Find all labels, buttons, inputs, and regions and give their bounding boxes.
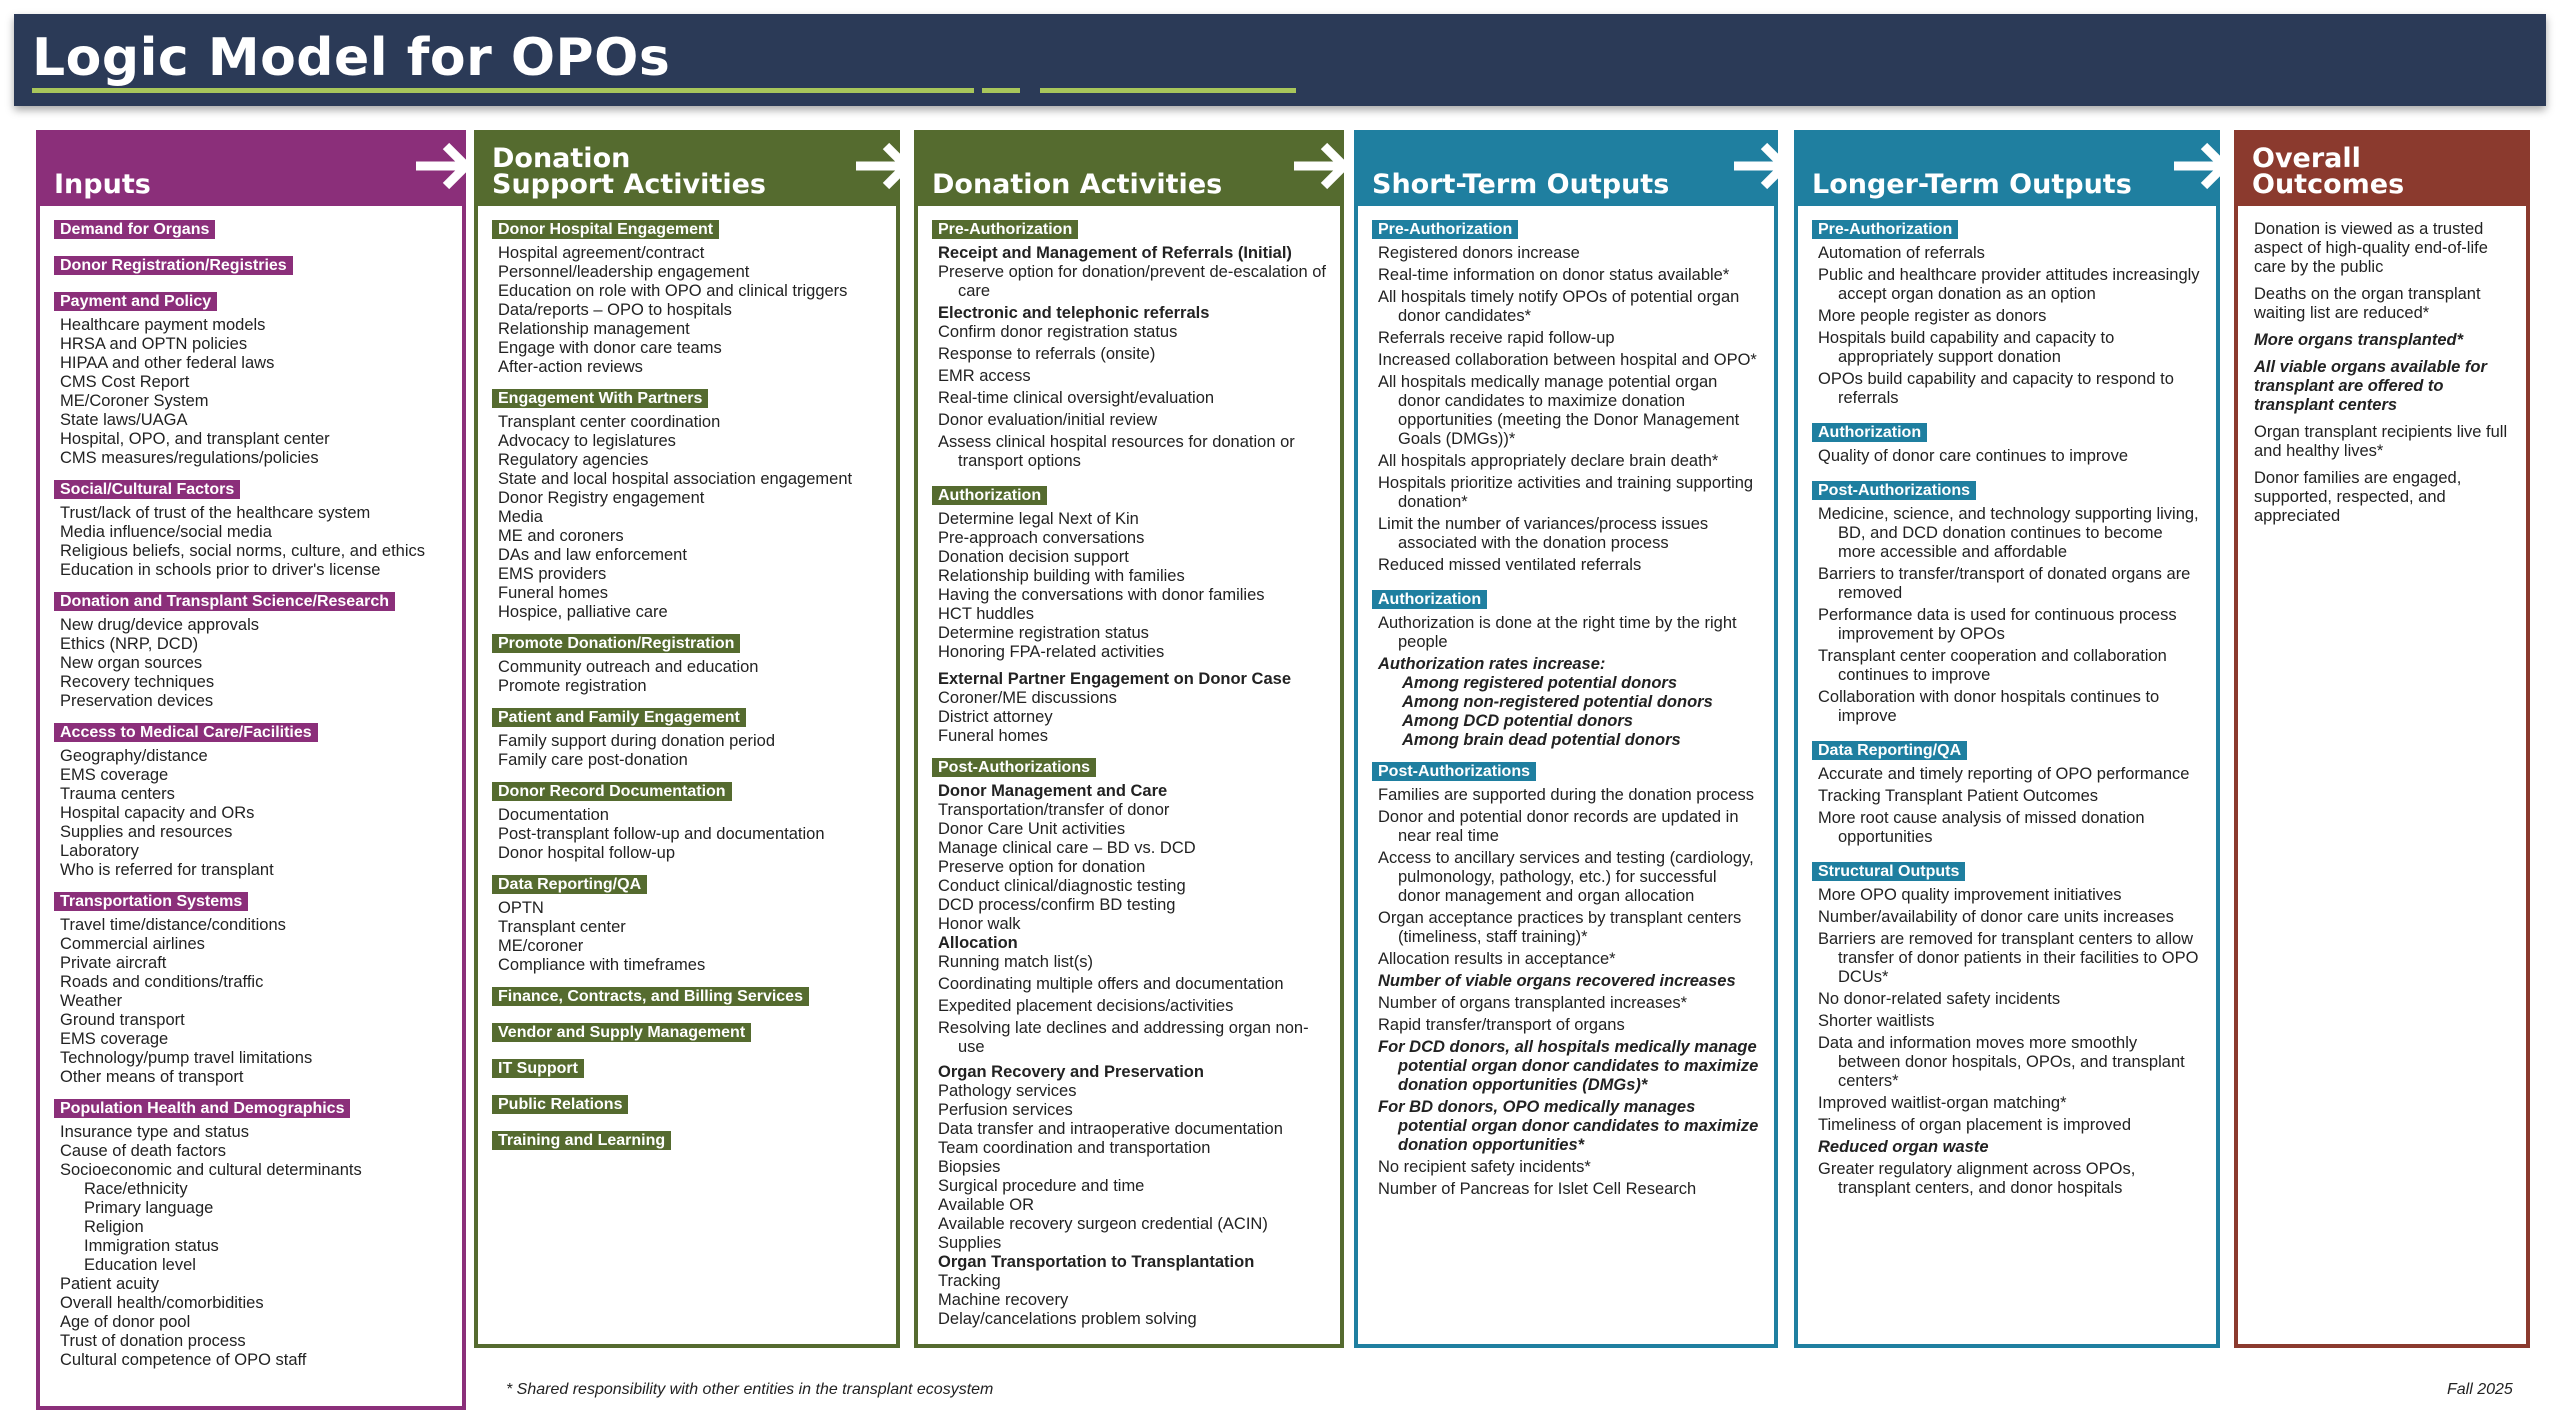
list-item: Family support during donation period (498, 732, 775, 750)
list-item: Donor Registry engagement (498, 489, 705, 507)
list-item: Resolving late declines and addressing organ non-use (938, 1019, 1309, 1056)
category-tag: IT Support (492, 1059, 584, 1078)
list-item: State laws/UAGA (60, 411, 188, 429)
support-section (492, 1011, 882, 1047)
list-item: Community outreach and education (498, 658, 759, 676)
support-heading-line1: Donation (492, 143, 631, 174)
outcome-item: Organ transplant recipients live full and healthy lives* (2254, 423, 2508, 460)
support-section (492, 770, 882, 863)
activities-authorization-tag: Authorization (932, 486, 1047, 505)
list-item: Other means of transport (60, 1068, 244, 1086)
list-item-emphasis: Number of viable organs recovered increases (1378, 972, 1736, 990)
category-tag: Demand for Organs (54, 220, 215, 239)
activities-heading-electronic: Electronic and telephonic referrals (938, 304, 1210, 322)
support-heading-line2: Support Activities (492, 169, 766, 200)
longer-term-data-reporting-tag: Data Reporting/QA (1812, 741, 1967, 760)
support-section (492, 1047, 882, 1083)
support-section (492, 863, 882, 975)
list-item: Geography/distance (60, 747, 208, 765)
short-term-post-authorizations-tag: Post-Authorizations (1372, 762, 1536, 781)
list-item: Relationship building with families (938, 567, 1185, 585)
list-item: Among DCD potential donors (1402, 712, 1633, 730)
list-item: Authorization is done at the right time by the right people (1378, 614, 1737, 651)
list-item: Roads and conditions/traffic (60, 973, 264, 991)
short-term-body (1358, 206, 1774, 1199)
date-label: Fall 2025 (2447, 1381, 2513, 1398)
short-term-outputs-column (1354, 130, 1778, 1348)
category-tag: Population Health and Demographics (54, 1099, 350, 1118)
list-item: Honoring FPA-related activities (938, 643, 1165, 661)
arrow-right-icon (1730, 134, 1794, 198)
list-item: Available recovery surgeon credential (ACIN) (938, 1215, 1268, 1233)
list-item: Number of Pancreas for Islet Cell Research (1378, 1180, 1697, 1198)
list-item: Healthcare payment models (60, 316, 266, 334)
list-item: Pathology services (938, 1082, 1077, 1100)
activities-heading-referrals: Receipt and Management of Referrals (Initial) (938, 244, 1292, 262)
page-title: Logic Model for OPOs (32, 28, 671, 88)
list-item: All hospitals timely notify OPOs of potential organ donor candidates* (1378, 288, 1740, 325)
list-item: DAs and law enforcement (498, 546, 687, 564)
list-item: Number of organs transplanted increases* (1378, 994, 1688, 1012)
inputs-section (54, 220, 448, 244)
list-item: Allocation results in acceptance* (1378, 950, 1616, 968)
list-item: Trauma centers (60, 785, 175, 803)
list-item: Donor hospital follow-up (498, 844, 676, 862)
inputs-section (54, 280, 448, 468)
activities-heading-text: Donation Activities (932, 169, 1223, 200)
list-item: Data and information moves more smoothly between donor hospitals, OPOs, and transplant centers* (1818, 1034, 2185, 1090)
activities-heading-donor-management: Donor Management and Care (938, 782, 1168, 800)
list-item: Hospitals prioritize activities and training supporting donation* (1378, 474, 1754, 511)
list-item: Preserve option for donation/prevent de-escalation of care (938, 263, 1326, 300)
list-item: Registered donors increase (1378, 244, 1580, 262)
list-item: Collaboration with donor hospitals continues to improve (1818, 688, 2160, 725)
arrow-right-icon (2170, 134, 2234, 198)
list-item: Commercial airlines (60, 935, 205, 953)
activities-heading-allocation: Allocation (938, 934, 1018, 952)
list-item: Cause of death factors (60, 1142, 227, 1160)
arrow-right-icon (852, 134, 916, 198)
list-item: Technology/pump travel limitations (60, 1049, 313, 1067)
list-item: Trust/lack of trust of the healthcare system (60, 504, 371, 522)
category-tag: Data Reporting/QA (492, 875, 647, 894)
list-item: Donor Care Unit activities (938, 820, 1126, 838)
list-item: Regulatory agencies (498, 451, 649, 469)
outcome-item-emphasis: More organs transplanted* (2254, 331, 2464, 349)
activities-post-authorizations-tag: Post-Authorizations (932, 758, 1096, 777)
list-item: Hospice, palliative care (498, 603, 668, 621)
list-item: Available OR (938, 1196, 1034, 1214)
category-tag: Promote Donation/Registration (492, 634, 740, 653)
activities-heading-organ-transportation: Organ Transportation to Transplantation (938, 1253, 1255, 1271)
list-item: HCT huddles (938, 605, 1034, 623)
support-section (492, 696, 882, 770)
outcome-item: Donation is viewed as a trusted aspect of high-quality end-of-life care by the public (2254, 220, 2488, 276)
arrow-right-icon (1290, 134, 1354, 198)
list-item: Supplies (938, 1234, 1002, 1252)
list-item: Laboratory (60, 842, 139, 860)
footnote: * Shared responsibility with other entities in the transplant ecosystem (506, 1381, 994, 1398)
list-item: Transplant center (498, 918, 626, 936)
list-item: Machine recovery (938, 1291, 1069, 1309)
longer-term-authorization-tag: Authorization (1812, 423, 1927, 442)
list-item: Tracking (938, 1272, 1001, 1290)
list-item: DCD process/confirm BD testing (938, 896, 1176, 914)
outcome-item: Donor families are engaged, supported, respected, and appreciated (2254, 469, 2462, 525)
list-item: HRSA and OPTN policies (60, 335, 248, 353)
list-item: Perfusion services (938, 1101, 1073, 1119)
list-item: Post-transplant follow-up and documentation (498, 825, 825, 843)
list-item: Confirm donor registration status (938, 323, 1178, 341)
list-item: Determine registration status (938, 624, 1149, 642)
list-item: Coordinating multiple offers and documentation (938, 975, 1284, 993)
short-term-heading-text: Short-Term Outputs (1372, 169, 1670, 200)
short-term-heading (1358, 134, 1774, 206)
list-item: Documentation (498, 806, 609, 824)
list-item: Education level (84, 1256, 196, 1274)
list-item: Primary language (84, 1199, 214, 1217)
outcome-item-emphasis: All viable organs available for transplant are offered to transplant centers (2254, 358, 2487, 414)
list-item: Age of donor pool (60, 1313, 191, 1331)
list-item: Shorter waitlists (1818, 1012, 1935, 1030)
list-item: Timeliness of organ placement is improved (1818, 1116, 2132, 1134)
longer-term-pre-authorization-tag: Pre-Authorization (1812, 220, 1958, 239)
list-item: Accurate and timely reporting of OPO performance (1818, 765, 2190, 783)
list-item: Barriers to transfer/transport of donated organs are removed (1818, 565, 2191, 602)
list-item: Hospital, OPO, and transplant center (60, 430, 330, 448)
list-item: Ethics (NRP, DCD) (60, 635, 199, 653)
list-item: Donor and potential donor records are updated in near real time (1378, 808, 1739, 845)
list-item: Transplant center coordination (498, 413, 721, 431)
short-term-authorization-tag: Authorization (1372, 590, 1487, 609)
list-item: EMS coverage (60, 1030, 169, 1048)
list-item: Real-time information on donor status available* (1378, 266, 1730, 284)
list-item: Promote registration (498, 677, 647, 695)
list-item: EMR access (938, 367, 1031, 385)
list-item: Biopsies (938, 1158, 1001, 1176)
list-item: Trust of donation process (60, 1332, 246, 1350)
list-item: HIPAA and other federal laws (60, 354, 275, 372)
list-item: Relationship management (498, 320, 690, 338)
category-tag: Patient and Family Engagement (492, 708, 746, 727)
list-item: Supplies and resources (60, 823, 233, 841)
list-item: Pre-approach conversations (938, 529, 1145, 547)
list-item: EMS providers (498, 565, 607, 583)
support-section (492, 1083, 882, 1119)
list-item: Immigration status (84, 1237, 219, 1255)
list-item: No recipient safety incidents* (1378, 1158, 1591, 1176)
list-item: Having the conversations with donor families (938, 586, 1265, 604)
list-item: Number/availability of donor care units increases (1818, 908, 2174, 926)
list-item: Among brain dead potential donors (1402, 731, 1681, 749)
list-item: Compliance with timeframes (498, 956, 706, 974)
longer-term-outputs-column (1794, 130, 2220, 1348)
overall-outcomes-column (2234, 130, 2530, 1348)
list-item: More people register as donors (1818, 307, 2047, 325)
list-item: Determine legal Next of Kin (938, 510, 1139, 528)
support-section (492, 1119, 882, 1155)
list-item: Among non-registered potential donors (1402, 693, 1713, 711)
list-item: OPTN (498, 899, 544, 917)
list-item: Manage clinical care – BD vs. DCD (938, 839, 1196, 857)
authorization-rates-heading: Authorization rates increase: (1378, 655, 1606, 673)
list-item: Tracking Transplant Patient Outcomes (1818, 787, 2099, 805)
list-item: New organ sources (60, 654, 203, 672)
list-item: Quality of donor care continues to improve (1818, 447, 2128, 465)
list-item: Honor walk (938, 915, 1021, 933)
list-item: All hospitals appropriately declare brain death* (1378, 452, 1719, 470)
list-item: Recovery techniques (60, 673, 215, 691)
list-item: Media (498, 508, 543, 526)
support-section (492, 377, 882, 622)
inputs-section (54, 468, 448, 580)
list-item: Running match list(s) (938, 953, 1093, 971)
list-item: OPOs build capability and capacity to respond to referrals (1818, 370, 2174, 407)
list-item: CMS Cost Report (60, 373, 190, 391)
list-item-emphasis: For DCD donors, all hospitals medically manage potential organ donor candidates to maximize donation opportunities (DMGs)* (1378, 1038, 1759, 1094)
list-item: Conduct clinical/diagnostic testing (938, 877, 1186, 895)
longer-term-heading (1798, 134, 2216, 206)
list-item: Transportation/transfer of donor (938, 801, 1170, 819)
list-item: Who is referred for transplant (60, 861, 274, 879)
longer-term-heading-text: Longer-Term Outputs (1812, 169, 2132, 200)
list-item: Medicine, science, and technology supporting living, BD, and DCD donation continues to become more accessible and affordable (1818, 505, 2199, 561)
list-item: Family care post-donation (498, 751, 688, 769)
category-tag: Transportation Systems (54, 892, 248, 911)
list-item: After-action reviews (498, 358, 643, 376)
list-item: Donor evaluation/initial review (938, 411, 1158, 429)
list-item: ME/Coroner System (60, 392, 209, 410)
list-item: ME and coroners (498, 527, 624, 545)
activities-pre-authorization-tag: Pre-Authorization (932, 220, 1078, 239)
category-tag: Donation and Transplant Science/Research (54, 592, 395, 611)
list-item: District attorney (938, 708, 1053, 726)
list-item: Limit the number of variances/process issues associated with the donation process (1378, 515, 1709, 552)
list-item: Improved waitlist-organ matching* (1818, 1094, 2067, 1112)
list-item: Cultural competence of OPO staff (60, 1351, 307, 1369)
activities-body (918, 206, 1340, 1329)
list-item: Weather (60, 992, 123, 1010)
list-item: Personnel/leadership engagement (498, 263, 750, 281)
short-term-pre-authorization-tag: Pre-Authorization (1372, 220, 1518, 239)
category-tag: Finance, Contracts, and Billing Services (492, 987, 809, 1006)
inputs-section (54, 1087, 448, 1370)
category-tag: Donor Hospital Engagement (492, 220, 719, 239)
category-tag: Donor Registration/Registries (54, 256, 293, 275)
list-item: Hospitals build capability and capacity to appropriately support donation (1818, 329, 2115, 366)
longer-term-body (1798, 206, 2216, 1198)
list-item: Overall health/comorbidities (60, 1294, 264, 1312)
list-item: Surgical procedure and time (938, 1177, 1145, 1195)
list-item: Advocacy to legislatures (498, 432, 676, 450)
longer-term-structural-outputs-tag: Structural Outputs (1812, 862, 1965, 881)
list-item: Insurance type and status (60, 1123, 249, 1141)
list-item: Hospital agreement/contract (498, 244, 705, 262)
list-item: Data/reports – OPO to hospitals (498, 301, 732, 319)
list-item: Rapid transfer/transport of organs (1378, 1016, 1625, 1034)
donation-activities-column (914, 130, 1344, 1348)
list-item: Religious beliefs, social norms, culture, and ethics (60, 542, 426, 560)
support-heading (478, 134, 896, 206)
inputs-section (54, 711, 448, 880)
outcome-item: Deaths on the organ transplant waiting list are reduced* (2254, 285, 2481, 322)
list-item-emphasis: For BD donors, OPO medically manages potential organ donor candidates to maximize donation opportunities* (1378, 1098, 1759, 1154)
list-item: Hospital capacity and ORs (60, 804, 255, 822)
title-underline (32, 88, 974, 93)
list-item: Among registered potential donors (1402, 674, 1678, 692)
support-section (492, 975, 882, 1011)
list-item: Organ acceptance practices by transplant centers (timeliness, staff training)* (1378, 909, 1742, 946)
list-item: Team coordination and transportation (938, 1139, 1211, 1157)
list-item: Education on role with OPO and clinical triggers (498, 282, 848, 300)
list-item: Barriers are removed for transplant centers to allow transfer of donor patients in their facilities to OPO DCUs* (1818, 930, 2199, 986)
category-tag: Social/Cultural Factors (54, 480, 240, 499)
list-item: Funeral homes (498, 584, 609, 602)
category-tag: Engagement With Partners (492, 389, 708, 408)
list-item: ME/coroner (498, 937, 584, 955)
list-item: Travel time/distance/conditions (60, 916, 286, 934)
list-item: Response to referrals (onsite) (938, 345, 1156, 363)
list-item: Preserve option for donation (938, 858, 1146, 876)
list-item: Families are supported during the donation process (1378, 786, 1755, 804)
arrow-right-icon (412, 134, 476, 198)
list-item: Education in schools prior to driver's license (60, 561, 381, 579)
inputs-section (54, 580, 448, 711)
category-tag: Payment and Policy (54, 292, 217, 311)
list-item: Patient acuity (60, 1275, 160, 1293)
outcomes-heading (2238, 134, 2526, 206)
list-item: All hospitals medically manage potential organ donor candidates to maximize donation opportunities (meeting the Donor Management Goals (DMGs))* (1378, 373, 1740, 448)
list-item: Assess clinical hospital resources for donation or transport options (938, 433, 1295, 470)
list-item-emphasis: Reduced organ waste (1818, 1138, 1989, 1156)
outcomes-body (2238, 206, 2526, 526)
longer-term-post-authorizations-tag: Post-Authorizations (1812, 481, 1976, 500)
list-item: CMS measures/regulations/policies (60, 449, 319, 467)
support-section (492, 622, 882, 696)
list-item: Public and healthcare provider attitudes increasingly accept organ donation as an option (1818, 266, 2200, 303)
list-item: EMS coverage (60, 766, 169, 784)
outcomes-heading-text: Overall Outcomes (2252, 143, 2405, 200)
list-item: Performance data is used for continuous process improvement by OPOs (1818, 606, 2177, 643)
category-tag: Donor Record Documentation (492, 782, 732, 801)
list-item: Increased collaboration between hospital and OPO* (1378, 351, 1757, 369)
list-item: Access to ancillary services and testing (cardiology, pulmonology, pathology, etc.) for successful donor management and organ allocation (1378, 849, 1754, 905)
list-item: Funeral homes (938, 727, 1049, 745)
category-tag: Public Relations (492, 1095, 628, 1114)
list-item: Greater regulatory alignment across OPOs, transplant centers, and donor hospitals (1818, 1160, 2136, 1197)
list-item: Ground transport (60, 1011, 185, 1029)
list-item: Data transfer and intraoperative documentation (938, 1120, 1283, 1138)
list-item: Real-time clinical oversight/evaluation (938, 389, 1215, 407)
list-item: Coroner/ME discussions (938, 689, 1117, 707)
support-activities-column (474, 130, 900, 1348)
category-tag: Access to Medical Care/Facilities (54, 723, 318, 742)
support-section (492, 220, 882, 377)
inputs-section (54, 244, 448, 280)
list-item: New drug/device approvals (60, 616, 260, 634)
inputs-heading (40, 134, 462, 206)
list-item: Reduced missed ventilated referrals (1378, 556, 1642, 574)
list-item: No donor-related safety incidents (1818, 990, 2061, 1008)
title-underline-segment (1040, 88, 1296, 93)
list-item: Expedited placement decisions/activities (938, 997, 1234, 1015)
list-item: Media influence/social media (60, 523, 272, 541)
inputs-section (54, 880, 448, 1087)
list-item: Referrals receive rapid follow-up (1378, 329, 1615, 347)
list-item: Race/ethnicity (84, 1180, 188, 1198)
category-tag: Training and Learning (492, 1131, 671, 1150)
title-banner (14, 14, 2546, 106)
list-item: Engage with donor care teams (498, 339, 722, 357)
list-item: Socioeconomic and cultural determinants (60, 1161, 362, 1179)
list-item: Delay/cancelations problem solving (938, 1310, 1197, 1328)
list-item: Donation decision support (938, 548, 1129, 566)
activities-heading (918, 134, 1340, 206)
list-item: Automation of referrals (1818, 244, 1985, 262)
list-item: Private aircraft (60, 954, 167, 972)
list-item: State and local hospital association engagement (498, 470, 853, 488)
list-item: More OPO quality improvement initiatives (1818, 886, 2122, 904)
list-item: More root cause analysis of missed donation opportunities (1818, 809, 2145, 846)
list-item: Transplant center cooperation and collaboration continues to improve (1818, 647, 2167, 684)
inputs-heading-text: Inputs (54, 169, 151, 200)
list-item: Preservation devices (60, 692, 214, 710)
activities-heading-organ-recovery: Organ Recovery and Preservation (938, 1063, 1204, 1081)
category-tag: Vendor and Supply Management (492, 1023, 751, 1042)
list-item: Religion (84, 1218, 144, 1236)
title-underline-segment (982, 88, 1020, 93)
inputs-column (36, 130, 466, 1410)
activities-heading-partner-engagement: External Partner Engagement on Donor Case (938, 670, 1292, 688)
